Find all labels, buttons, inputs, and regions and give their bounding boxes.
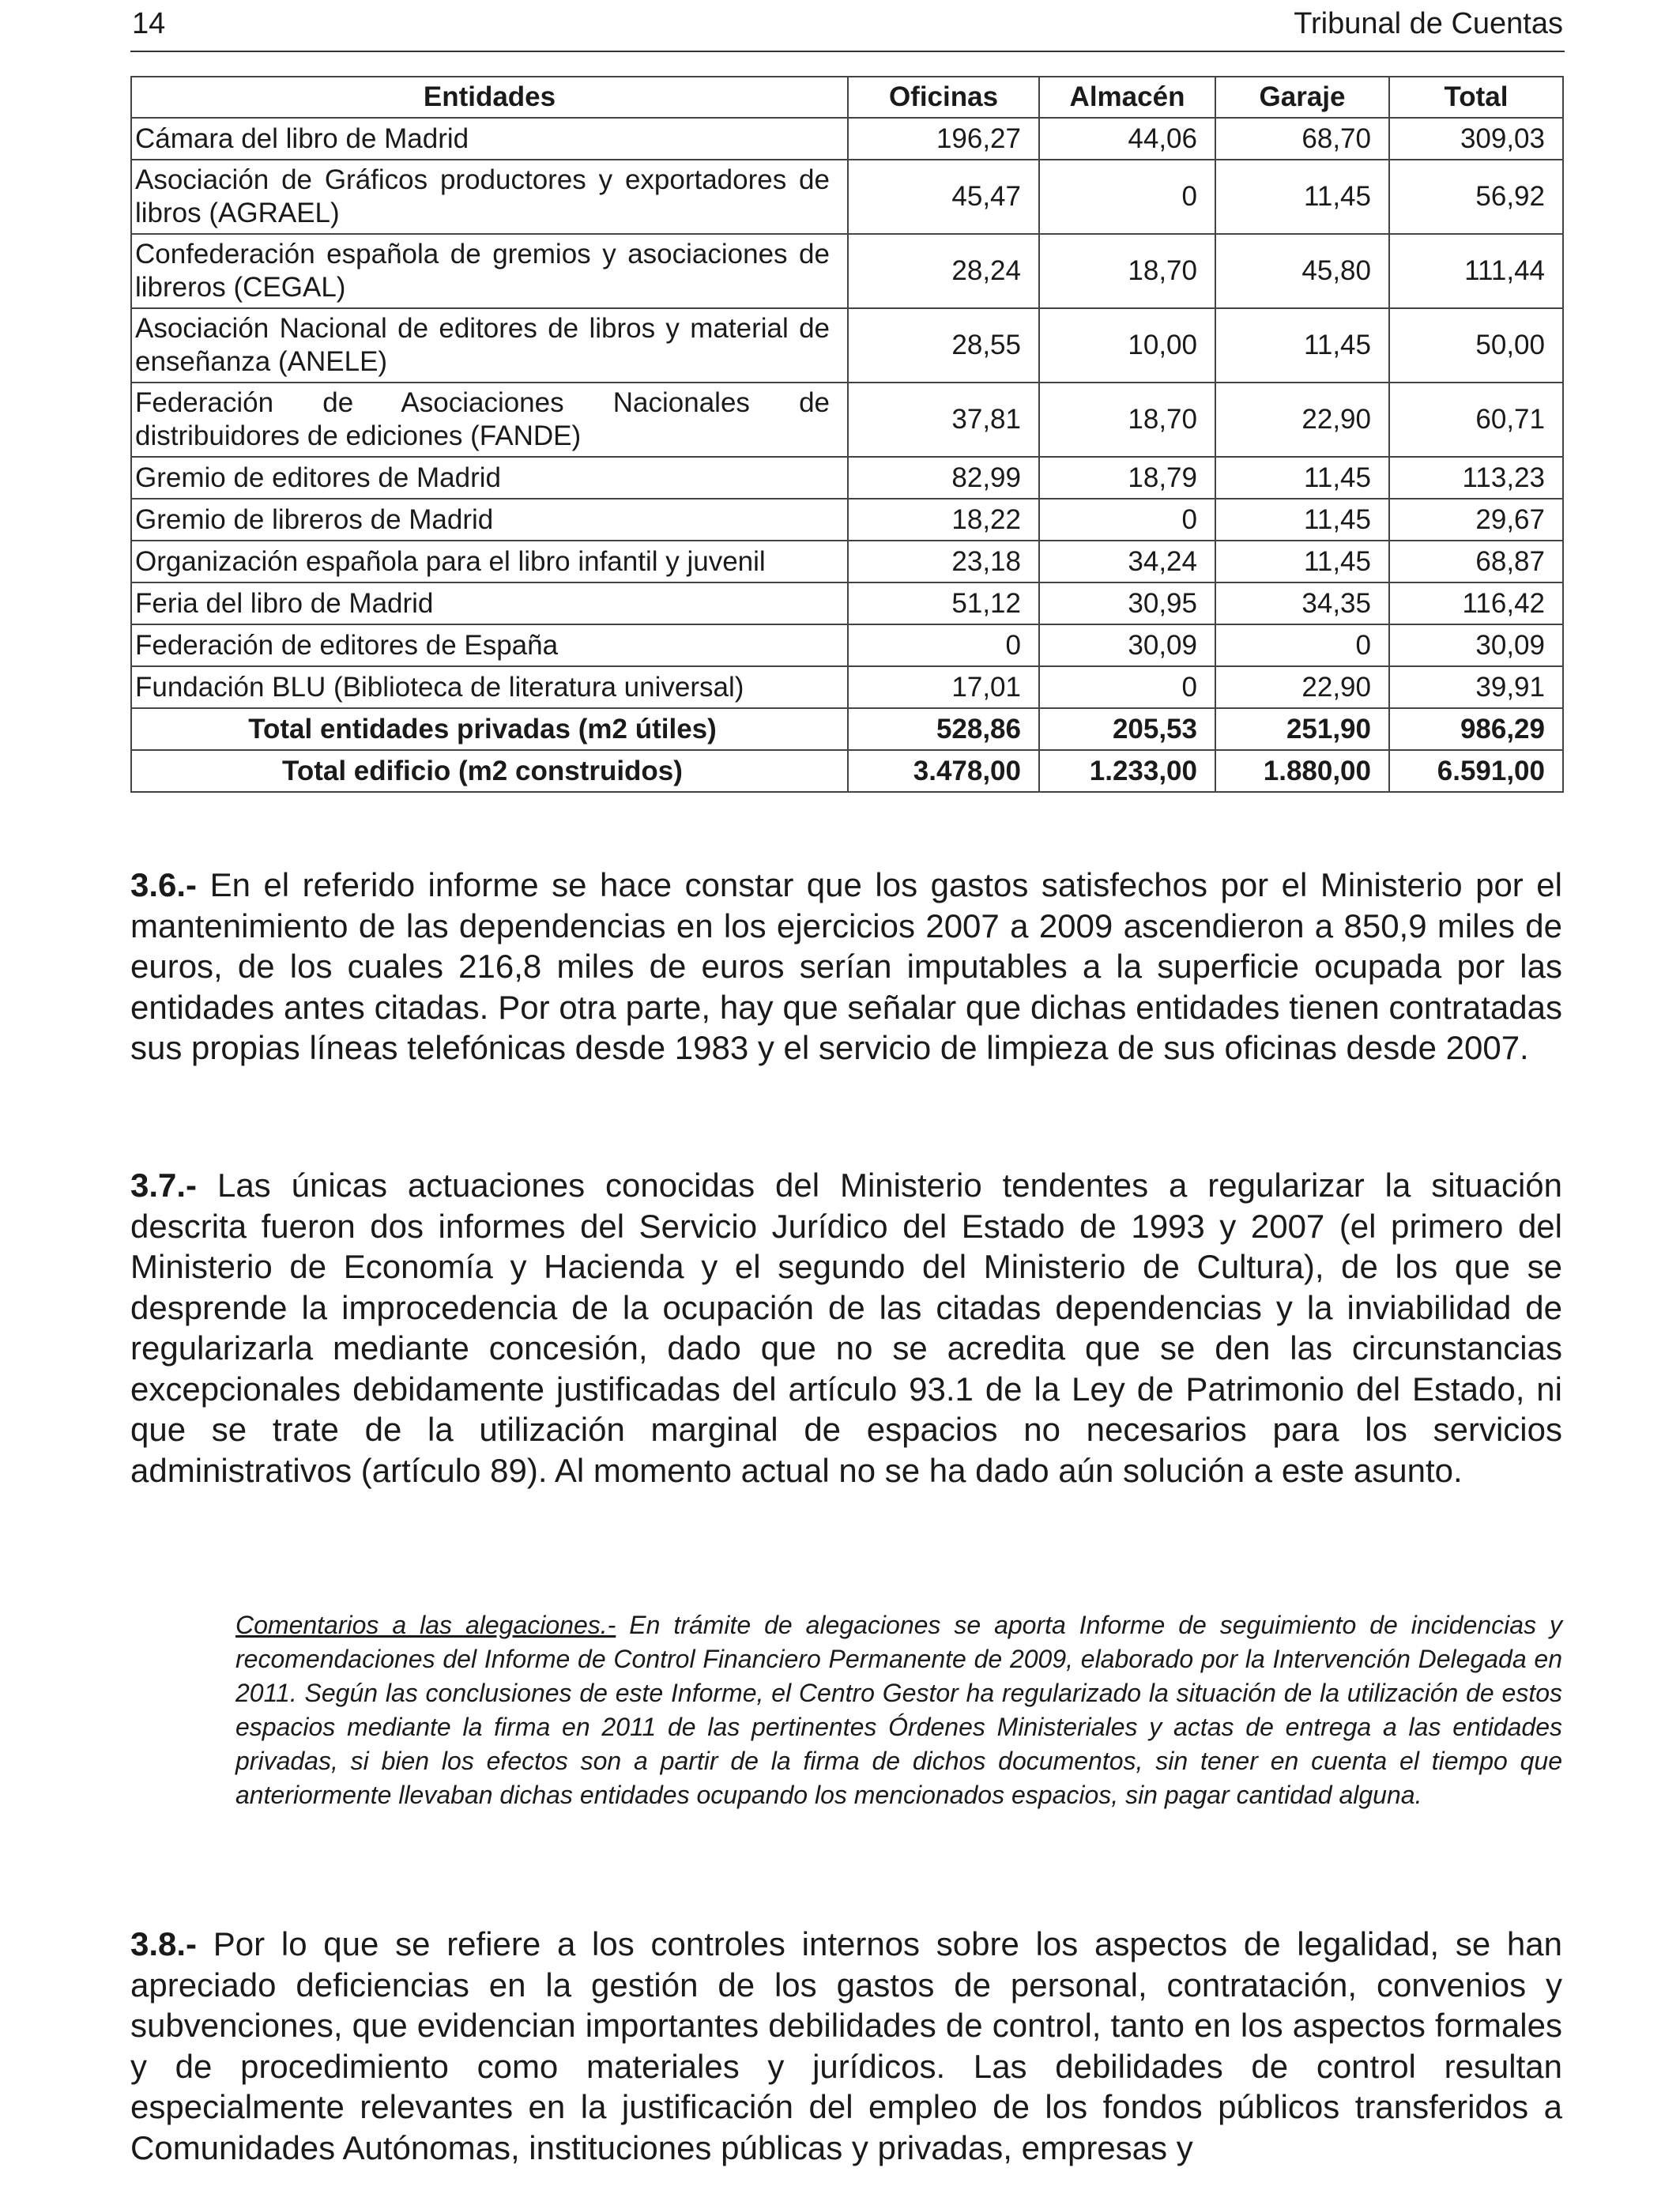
paragraph-3-7 (130, 1165, 1562, 1491)
entity-name: Asociación Nacional de editores de libros y material de enseñanza (ANELE) (131, 308, 848, 383)
table-row (131, 457, 1563, 499)
cell-total: 29,67 (1389, 499, 1563, 541)
cell-total: 113,23 (1389, 457, 1563, 499)
cell-oficinas: 82,99 (848, 457, 1039, 499)
table-header-row (131, 77, 1563, 118)
cell-almacen: 30,09 (1039, 624, 1215, 666)
paragraph-text: Por lo que se refiere a los controles internos sobre los aspectos de legalidad, se han apreciado deficiencias en la gestión de los gastos de personal, contratación, convenios y subvenciones, que evidencian importantes debilidades de control, tanto en los aspectos formales y de procedimiento como materiales y jurídicos. Las debilidades de control resultan especialmente relevantes en la justificación del empleo de los fondos públicos transferidos a Comunidades Autónomas, instituciones públicas y privadas, empresas y (130, 1925, 1562, 2166)
table-row (131, 541, 1563, 582)
entity-name: Fundación BLU (Biblioteca de literatura universal) (131, 666, 848, 708)
cell-almacen: 0 (1039, 160, 1215, 234)
entity-name: Confederación española de gremios y asociaciones de libreros (CEGAL) (131, 234, 848, 308)
section-number: 3.8.- (130, 1925, 198, 1962)
entity-name: Organización española para el libro infantil y juvenil (131, 541, 848, 582)
cell-garaje: 11,45 (1215, 499, 1389, 541)
entity-name: Asociación de Gráficos productores y exportadores de libros (AGRAEL) (131, 160, 848, 234)
comment-text: En trámite de alegaciones se aporta Informe de seguimiento de incidencias y recomendaciones del Informe de Control Financiero Permanente de 2009, elaborado por la Intervención Delegada en 2011. Según las conclusiones de este Informe, el Centro Gestor ha regularizado la situación de la utilización de estos espacios mediante la firma en 2011 de las pertinentes Órdenes Ministeriales y actas de entrega a las entidades privadas, si bien los efectos son a partir de la firma de dichos documentos, sin tener en cuenta el tiempo que anteriormente llevaban dichas entidades ocupando los mencionados espacios, sin pagar cantidad alguna. (235, 1611, 1563, 1809)
cell-almacen: 18,70 (1039, 234, 1215, 308)
cell-oficinas: 51,12 (848, 582, 1039, 624)
cell-almacen: 10,00 (1039, 308, 1215, 383)
cell-total: 986,29 (1389, 708, 1563, 750)
table-row (131, 308, 1563, 383)
total-label: Total entidades privadas (m2 útiles) (131, 708, 848, 750)
cell-almacen: 0 (1039, 499, 1215, 541)
total-label: Total edificio (m2 construidos) (131, 750, 848, 792)
cell-garaje: 251,90 (1215, 708, 1389, 750)
column-header: Total (1389, 77, 1563, 118)
cell-oficinas: 3.478,00 (848, 750, 1039, 792)
page-header (130, 3, 1565, 52)
section-number: 3.7.- (130, 1167, 198, 1204)
cell-oficinas: 45,47 (848, 160, 1039, 234)
cell-garaje: 45,80 (1215, 234, 1389, 308)
cell-oficinas: 28,24 (848, 234, 1039, 308)
cell-total: 111,44 (1389, 234, 1563, 308)
table-row (131, 234, 1563, 308)
table-row (131, 383, 1563, 457)
cell-almacen: 18,79 (1039, 457, 1215, 499)
entity-name: Cámara del libro de Madrid (131, 118, 848, 160)
cell-almacen: 205,53 (1039, 708, 1215, 750)
cell-oficinas: 528,86 (848, 708, 1039, 750)
entity-name: Feria del libro de Madrid (131, 582, 848, 624)
cell-almacen: 30,95 (1039, 582, 1215, 624)
cell-oficinas: 0 (848, 624, 1039, 666)
page-number: 14 (132, 7, 166, 40)
entity-name: Federación de editores de España (131, 624, 848, 666)
entity-name: Gremio de libreros de Madrid (131, 499, 848, 541)
cell-garaje: 22,90 (1215, 383, 1389, 457)
paragraph-3-8 (130, 1924, 1562, 2168)
column-header: Almacén (1039, 77, 1215, 118)
table-row (131, 666, 1563, 708)
cell-total: 56,92 (1389, 160, 1563, 234)
cell-garaje: 0 (1215, 624, 1389, 666)
cell-oficinas: 18,22 (848, 499, 1039, 541)
table-row (131, 160, 1563, 234)
entity-name: Federación de Asociaciones Nacionales de distribuidores de ediciones (FANDE) (131, 383, 848, 457)
table-row (131, 582, 1563, 624)
cell-total: 39,91 (1389, 666, 1563, 708)
table-row (131, 499, 1563, 541)
cell-oficinas: 196,27 (848, 118, 1039, 160)
cell-almacen: 1.233,00 (1039, 750, 1215, 792)
cell-almacen: 18,70 (1039, 383, 1215, 457)
cell-total: 30,09 (1389, 624, 1563, 666)
total-row-building (131, 750, 1563, 792)
column-header: Entidades (131, 77, 848, 118)
cell-garaje: 11,45 (1215, 160, 1389, 234)
cell-total: 6.591,00 (1389, 750, 1563, 792)
cell-total: 60,71 (1389, 383, 1563, 457)
cell-oficinas: 23,18 (848, 541, 1039, 582)
table-row (131, 624, 1563, 666)
paragraph-text: Las únicas actuaciones conocidas del Ministerio tendentes a regularizar la situación descrita fueron dos informes del Servicio Jurídico del Estado de 1993 y 2007 (el primero del Ministerio de Economía y Hacienda y el segundo del Ministerio de Cultura), de los que se desprende la improcedencia de la ocupación de las citadas dependencias y la inviabilidad de regularizarla mediante concesión, dado que no se acredita que se den las circunstancias excepcionales debidamente justificadas del artículo 93.1 de la Ley de Patrimonio del Estado, ni que se trate de la utilización marginal de espacios no necesarios para los servicios administrativos (artículo 89). Al momento actual no se ha dado aún solución a este asunto. (130, 1167, 1562, 1489)
cell-oficinas: 37,81 (848, 383, 1039, 457)
cell-almacen: 34,24 (1039, 541, 1215, 582)
cell-total: 309,03 (1389, 118, 1563, 160)
cell-garaje: 11,45 (1215, 457, 1389, 499)
comment-block (235, 1608, 1562, 1812)
comment-label: Comentarios a las alegaciones.- (235, 1611, 616, 1639)
entities-table (130, 76, 1564, 793)
cell-oficinas: 17,01 (848, 666, 1039, 708)
section-number: 3.6.- (130, 866, 198, 903)
cell-garaje: 34,35 (1215, 582, 1389, 624)
cell-oficinas: 28,55 (848, 308, 1039, 383)
column-header: Oficinas (848, 77, 1039, 118)
column-header: Garaje (1215, 77, 1389, 118)
cell-total: 68,87 (1389, 541, 1563, 582)
cell-garaje: 1.880,00 (1215, 750, 1389, 792)
header-organization: Tribunal de Cuentas (1294, 7, 1563, 40)
cell-total: 50,00 (1389, 308, 1563, 383)
entity-name: Gremio de editores de Madrid (131, 457, 848, 499)
cell-garaje: 22,90 (1215, 666, 1389, 708)
table-row (131, 118, 1563, 160)
paragraph-3-6 (130, 865, 1562, 1069)
cell-garaje: 68,70 (1215, 118, 1389, 160)
cell-almacen: 0 (1039, 666, 1215, 708)
cell-garaje: 11,45 (1215, 308, 1389, 383)
total-row-private (131, 708, 1563, 750)
cell-garaje: 11,45 (1215, 541, 1389, 582)
cell-total: 116,42 (1389, 582, 1563, 624)
cell-almacen: 44,06 (1039, 118, 1215, 160)
paragraph-text: En el referido informe se hace constar que los gastos satisfechos por el Ministerio por el mantenimiento de las dependencias en los ejercicios 2007 a 2009 ascendieron a 850,9 miles de euros, de los cuales 216,8 miles de euros serían imputables a la superficie ocupada por las entidades antes citadas. Por otra parte, hay que señalar que dichas entidades tienen contratadas sus propias líneas telefónicas desde 1983 y el servicio de limpieza de sus oficinas desde 2007. (130, 866, 1562, 1066)
